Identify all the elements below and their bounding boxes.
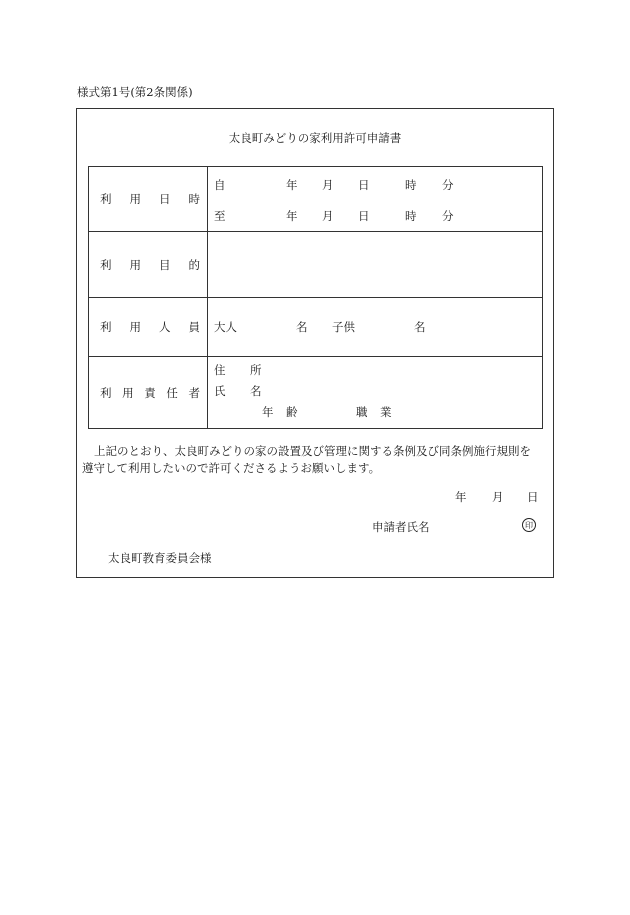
date-day-unit: 日 bbox=[527, 490, 539, 504]
form-number-label: 様式第1号(第2条関係) bbox=[77, 85, 193, 99]
to-year-unit: 年 bbox=[286, 209, 298, 223]
from-year-unit: 年 bbox=[286, 178, 298, 192]
usage-people-label: 利 用 人 員 bbox=[89, 298, 208, 357]
age-label-2: 齢 bbox=[286, 405, 298, 419]
date-month-unit: 月 bbox=[492, 490, 504, 504]
seal-icon: 印 bbox=[522, 518, 536, 532]
declaration-line-2: 遵守して利用したいので許可くださるようお願いします。 bbox=[82, 461, 381, 475]
from-hour-unit: 時 bbox=[405, 178, 417, 192]
to-day-unit: 日 bbox=[358, 209, 370, 223]
to-hour-unit: 時 bbox=[405, 209, 417, 223]
declaration-line-1: 上記のとおり、太良町みどりの家の設置及び管理に関する条例及び同条例施行規則を bbox=[94, 444, 531, 458]
from-month-unit: 月 bbox=[322, 178, 334, 192]
usage-purpose-row bbox=[89, 232, 543, 298]
to-prefix: 至 bbox=[214, 209, 226, 223]
usage-datetime-row bbox=[89, 167, 543, 232]
usage-purpose-field[interactable] bbox=[208, 232, 543, 298]
responsible-person-label: 利 用 責 任 者 bbox=[89, 357, 208, 429]
addressee: 太良町教育委員会様 bbox=[108, 551, 212, 565]
applicant-name-label: 申請者氏名 bbox=[372, 520, 430, 534]
usage-people-row bbox=[89, 298, 543, 357]
children-unit: 名 bbox=[414, 320, 426, 334]
usage-purpose-label: 利 用 目 的 bbox=[89, 232, 208, 298]
application-table bbox=[88, 166, 543, 429]
address-label-1: 住 bbox=[214, 363, 226, 377]
occupation-label-2: 業 bbox=[380, 405, 392, 419]
adults-label: 大人 bbox=[214, 320, 237, 334]
adults-unit: 名 bbox=[296, 320, 308, 334]
children-label: 子供 bbox=[332, 320, 355, 334]
age-label-1: 年 bbox=[262, 405, 274, 419]
form-title: 太良町みどりの家利用許可申請書 bbox=[228, 131, 402, 145]
usage-datetime-label: 利 用 日 時 bbox=[89, 167, 208, 232]
responsible-person-field[interactable] bbox=[208, 357, 543, 429]
responsible-person-row bbox=[89, 357, 543, 429]
usage-people-field[interactable] bbox=[208, 298, 543, 357]
name-label-1: 氏 bbox=[214, 384, 226, 398]
from-prefix: 自 bbox=[214, 178, 226, 192]
name-label-2: 名 bbox=[250, 384, 262, 398]
from-day-unit: 日 bbox=[358, 178, 370, 192]
from-minute-unit: 分 bbox=[442, 178, 454, 192]
address-label-2: 所 bbox=[250, 363, 262, 377]
date-year-unit: 年 bbox=[455, 490, 467, 504]
occupation-label-1: 職 bbox=[356, 405, 368, 419]
usage-datetime-field[interactable] bbox=[208, 167, 543, 232]
declaration-text bbox=[82, 443, 551, 477]
to-month-unit: 月 bbox=[322, 209, 334, 223]
to-minute-unit: 分 bbox=[442, 209, 454, 223]
